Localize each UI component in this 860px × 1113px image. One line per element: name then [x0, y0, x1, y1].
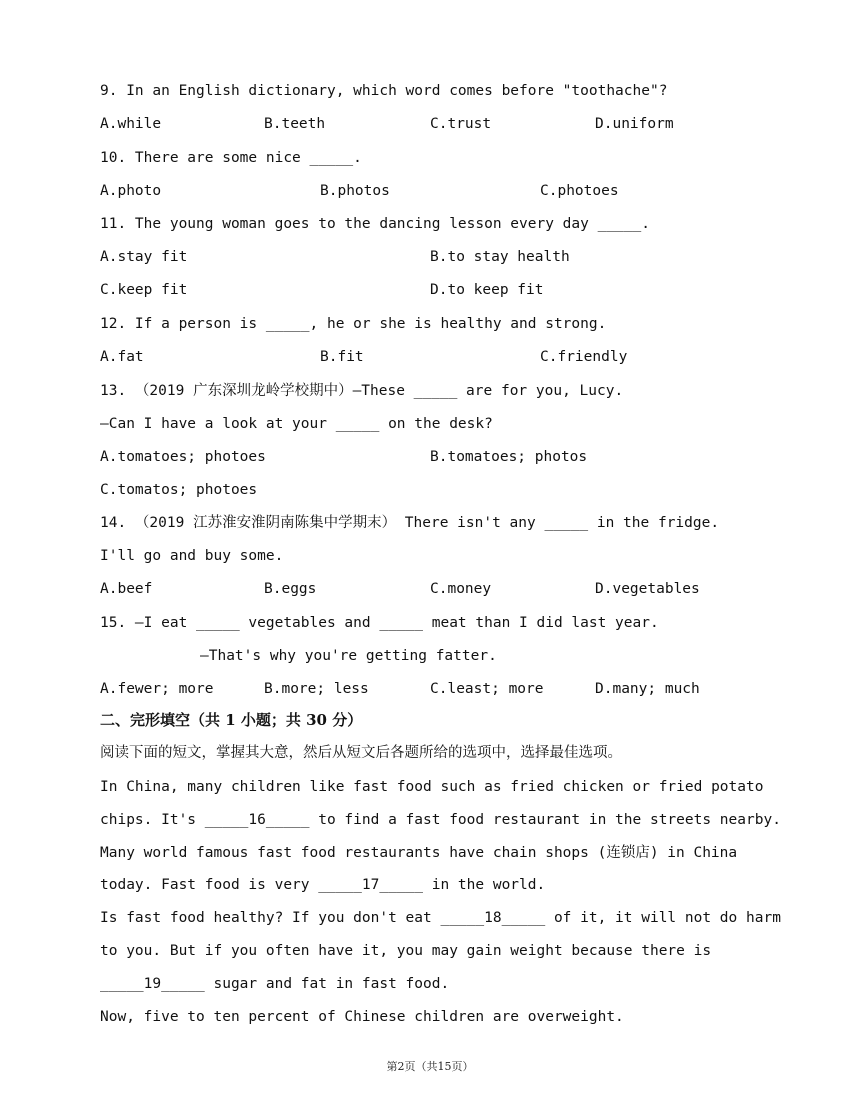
q10-option-a: A.photo [100, 183, 162, 199]
question-14-stem-2: I'll go and buy some. [100, 548, 284, 564]
question-15-stem-2: —That's why you're getting fatter. [200, 648, 497, 664]
q14-option-b: B.eggs [264, 581, 317, 597]
q13-option-a: A.tomatoes; photoes [100, 449, 266, 465]
q9-option-c: C.trust [430, 116, 492, 132]
q10-option-c: C.photoes [540, 183, 619, 199]
passage-line: _____19_____ sugar and fat in fast food. [100, 976, 450, 992]
passage-line: Now, five to ten percent of Chinese children are overweight. [100, 1009, 624, 1025]
question-14-stem: 14. （2019 江苏淮安淮阴南陈集中学期末） There isn't any _____ in the fridge. [100, 515, 720, 531]
q15-option-c: C.least; more [430, 681, 544, 697]
q14-option-a: A.beef [100, 581, 153, 597]
section-instruction: 阅读下面的短文，掌握其大意，然后从短文后各题所给的选项中，选择最佳选项。 [100, 745, 622, 761]
q11-option-d: D.to keep fit [430, 282, 544, 298]
q9-option-a: A.while [100, 116, 162, 132]
passage-line: to you. But if you often have it, you may gain weight because there is [100, 943, 712, 959]
q13-option-b: B.tomatoes; photos [430, 449, 588, 465]
passage-line: Is fast food healthy? If you don't eat _____18_____ of it, it will not do harm [100, 910, 781, 926]
q15-option-a: A.fewer; more [100, 681, 214, 697]
q14-option-d: D.vegetables [595, 581, 700, 597]
page-footer: 第2页（共15页） [386, 1060, 474, 1073]
question-11-stem: 11. The young woman goes to the dancing lesson every day _____. [100, 216, 650, 232]
question-13-stem: 13. （2019 广东深圳龙岭学校期中）—These _____ are for you, Lucy. [100, 383, 624, 399]
q15-option-b: B.more; less [264, 681, 369, 697]
q9-option-d: D.uniform [595, 116, 674, 132]
passage-line: In China, many children like fast food such as fried chicken or fried potato [100, 779, 764, 795]
question-12-stem: 12. If a person is _____, he or she is healthy and strong. [100, 316, 607, 332]
q14-option-c: C.money [430, 581, 492, 597]
q15-option-d: D.many; much [595, 681, 700, 697]
q11-option-c: C.keep fit [100, 282, 188, 298]
q12-option-b: B.fit [320, 349, 364, 365]
passage-line: chips. It's _____16_____ to find a fast food restaurant in the streets nearby. [100, 812, 781, 828]
q10-option-b: B.photos [320, 183, 390, 199]
q9-option-b: B.teeth [264, 116, 326, 132]
question-15-stem: 15. —I eat _____ vegetables and _____ meat than I did last year. [100, 615, 659, 631]
q12-option-c: C.friendly [540, 349, 628, 365]
q12-option-a: A.fat [100, 349, 144, 365]
q11-option-a: A.stay fit [100, 249, 188, 265]
question-9-stem: 9. In an English dictionary, which word comes before "toothache"? [100, 83, 668, 99]
question-13-stem-2: —Can I have a look at your _____ on the desk? [100, 416, 493, 432]
section-title: 二、完形填空（共 1 小题；共 30 分） [100, 711, 363, 729]
question-10-stem: 10. There are some nice _____. [100, 150, 362, 166]
q11-option-b: B.to stay health [430, 249, 570, 265]
passage-line: Many world famous fast food restaurants have chain shops (连锁店) in China [100, 845, 738, 861]
passage-line: today. Fast food is very _____17_____ in the world. [100, 877, 546, 893]
q13-option-c: C.tomatos; photoes [100, 482, 258, 498]
